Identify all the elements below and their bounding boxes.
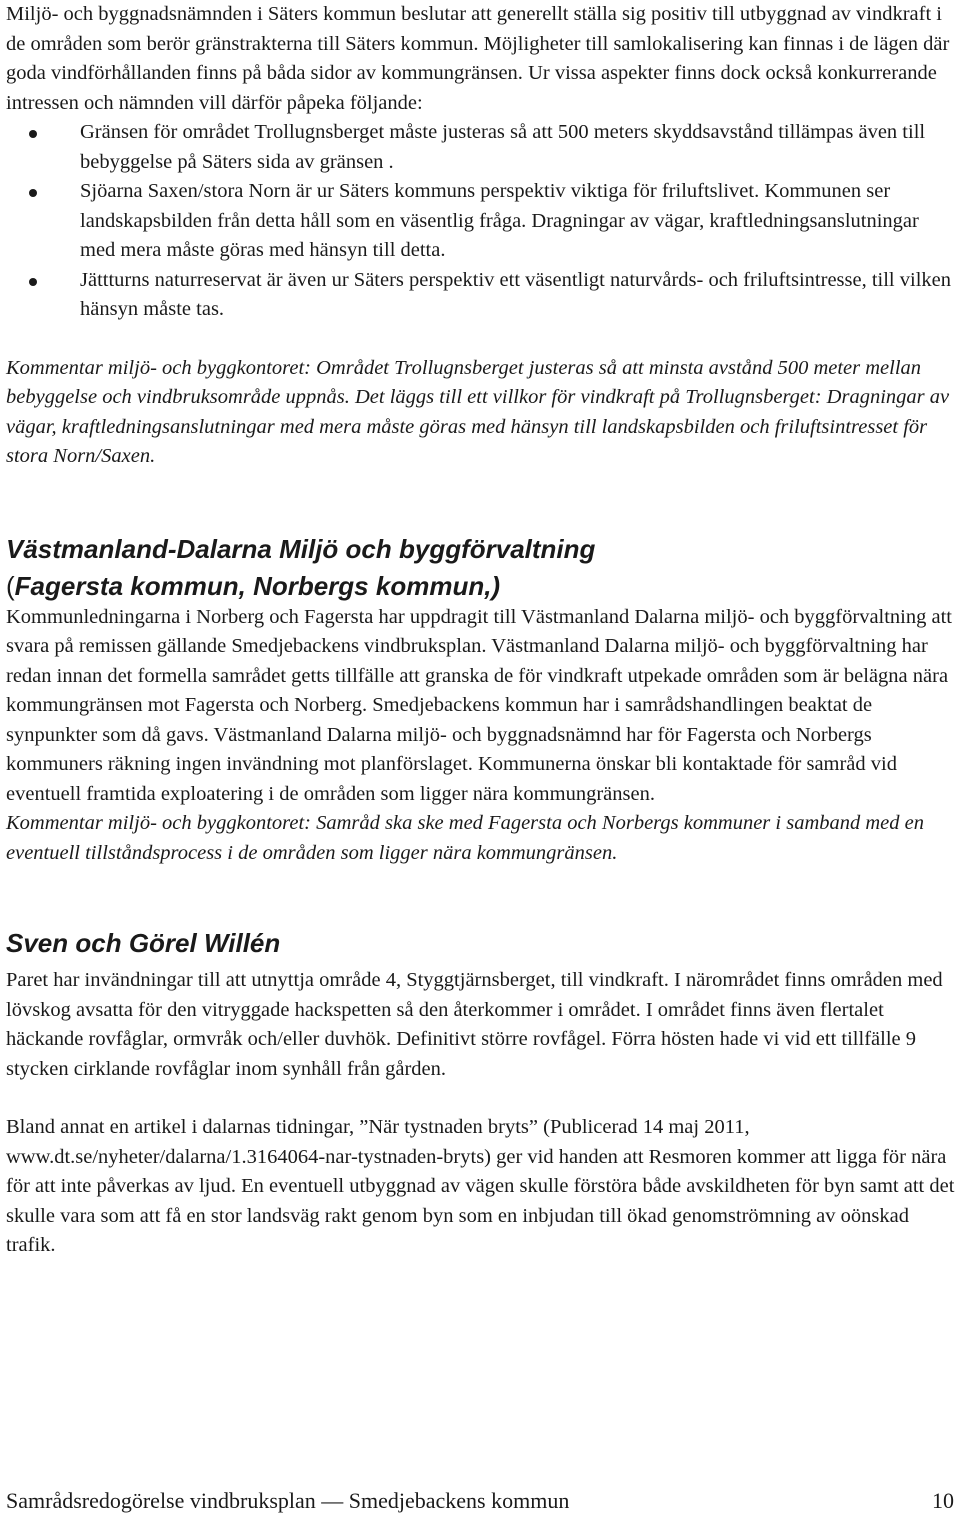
document-page bbox=[6, 0, 958, 1261]
willen-paragraph-1: Paret har invändningar till att utnyttja område 4, Styggtjärnsberget, till vindkraft. I närområdet finns områden med lövskog avsatta för den vitryggade hackspetten så den återkommer i området. I området finns även flertalet häckande rovfåglar, ormvråk och/eller duvhök. Definitivt större rovfågel. Förra hösten hade vi vid ett tillfälle 9 stycken cirklande rovfåglar inom synhåll från gården. bbox=[6, 969, 943, 1080]
section-heading: Sven och Görel Willén bbox=[6, 928, 281, 958]
list-item: Jättturns naturreservat är även ur Säters perspektiv ett väsentligt naturvårds- och friluftsintresse, till vilken hänsyn måste tas. bbox=[6, 266, 958, 325]
page-number: 10 bbox=[932, 1488, 954, 1513]
subheading-paren: ( bbox=[6, 570, 15, 601]
vastmanland-comment: Kommentar miljö- och byggkontoret: Samråd ska ske med Fagersta och Norbergs kommuner i samband med en eventuell tillståndsprocess i de områden som ligger nära kommungränsen. bbox=[6, 812, 924, 864]
page-footer bbox=[6, 1488, 954, 1514]
section-heading: Västmanland-Dalarna Miljö och byggförvaltning bbox=[6, 533, 596, 564]
intro-comment: Kommentar miljö- och byggkontoret: Området Trollugnsberget justeras så att minsta avstånd 500 meter mellan bebyggelse och vindbruksområde uppnås. Det läggs till ett villkor för vindkraft på Trollugnsberget: Dragningar av vägar, kraftledningsanslutningar med mera måste göras med hänsyn till landskapsbilden och friluftsintresset för stora Norn/Saxen. bbox=[6, 356, 950, 467]
footer-title: Samrådsredogörelse vindbruksplan — Smedjebackens kommun bbox=[6, 1488, 570, 1513]
willen-section bbox=[6, 926, 958, 1261]
intro-section bbox=[6, 0, 958, 472]
intro-paragraph-a: Miljö- och byggnadsnämnden i Säters kommun beslutar att generellt ställa sig positiv till utbyggnad av vindkraft i de områden som berör gränstrakterna till Säters kommun. Möjligheter till samlokalisering kan finnas i de lägen där goda vindförhållanden finns på båda sidor av kommungränsen. bbox=[6, 3, 950, 84]
willen-paragraph-2: Bland annat en artikel i dalarnas tidningar, ”När tystnaden bryts” (Publicerad 14 maj 2011, www.dt.se/nyheter/dalarna/1.3164064-nar-tystnaden-bryts) ger vid handen att Resmoren kommer att ligga för nära för att inte påverkas av ljud. En eventuell utbyggnad av vägen skulle förstöra både avskildheten för byn samt att det skulle vara som att få en stor landsväg rakt genom byn som en inbjudan till ökad genomströmning av oönskad trafik. bbox=[6, 1116, 955, 1256]
subheading-text: Fagersta kommun, Norbergs kommun,) bbox=[14, 570, 501, 601]
vastmanland-section bbox=[6, 532, 958, 869]
list-item: Gränsen för området Trollugnsberget måste justeras så att 500 meters skyddsavstånd tillämpas även till bebyggelse på Säters sida av gränsen . bbox=[6, 118, 958, 177]
section-subheading bbox=[6, 569, 958, 603]
list-item: Sjöarna Saxen/stora Norn är ur Säters kommuns perspektiv viktiga för friluftslivet. Kommunen ser landskapsbilden från detta håll som en väsentlig fråga. Dragningar av vägar, kraftledningsanslutningar med mera måste göras med hänsyn till detta. bbox=[6, 177, 958, 266]
intro-bullet-list bbox=[6, 118, 958, 325]
intro-paragraph bbox=[6, 0, 958, 118]
vastmanland-body: Kommunledningarna i Norberg och Fagersta har uppdragit till Västmanland Dalarna miljö- och byggförvaltning att svara på remissen gällande Smedjebackens vindbruksplan. Västmanland Dalarna miljö- och byggförvaltning har redan innan det formella samrådet getts tillfälle att granska de för vindkraft utpekade områden som är belägna nära kommungränsen mot Fagersta och Norberg. Smedjebackens kommun har i samrådshandlingen beaktat de synpunkter som då gavs. Västmanland Dalarna miljö- och byggnadsnämnd har för Fagersta och Norbergs kommuners räkning ingen invändning mot planförslaget. Kommunerna önskar bli kontaktade för samråd vid eventuell framtida exploatering i de områden som ligger nära kommungränsen. bbox=[6, 605, 952, 805]
intro-paragraph-b: Ur vissa aspekter finns dock också konkurrerande intressen och nämnden vill därför påpeka följande: bbox=[6, 62, 937, 114]
